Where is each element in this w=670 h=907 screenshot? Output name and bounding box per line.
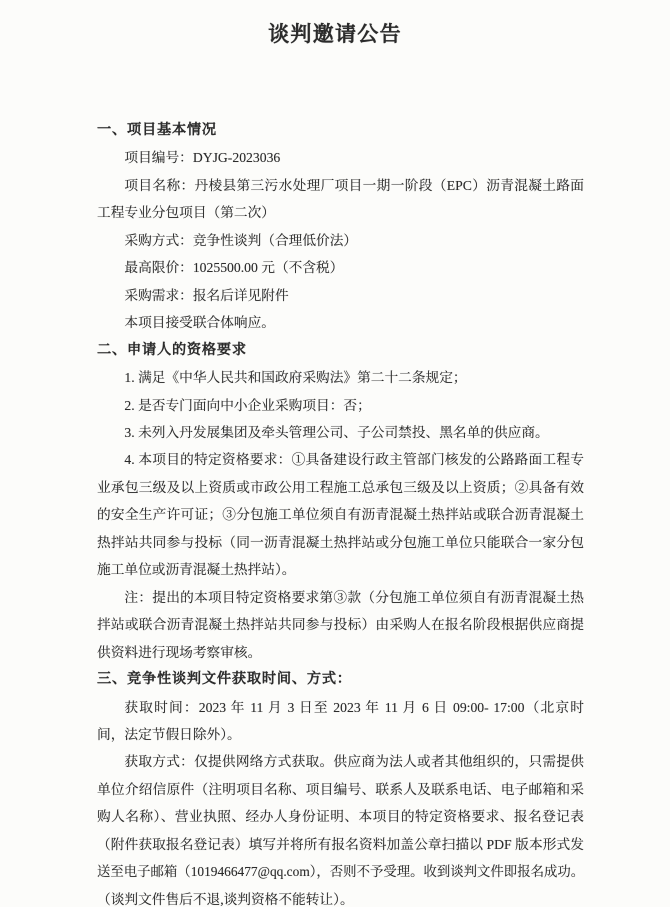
paragraph-line: 注：提出的本项目特定资格要求第③款（分包施工单位须自有沥青混凝土热	[124, 589, 584, 605]
paragraph-line: （谈判文件售后不退,谈判资格不能转让）。	[97, 891, 354, 907]
paragraph-line: 最高限价：1025500.00 元（不含税）	[124, 260, 344, 276]
paragraph-line: 本项目接受联合体响应。	[124, 315, 275, 331]
paragraph-line: （附件获取报名登记表）填写并将所有报名资料加盖公章扫描以 PDF 版本形式发	[97, 836, 584, 852]
section-heading: 三、竞争性谈判文件获取时间、方式：	[97, 671, 352, 688]
paragraph-line: 1. 满足《中华人民共和国政府采购法》第二十二条规定；	[124, 370, 467, 386]
paragraph-line: 热拌站共同参与投标（同一沥青混凝土热拌站或分包施工单位只能联合一家分包	[97, 534, 584, 550]
paragraph-line: 业承包三级及以上资质或市政公用工程施工总承包三级及以上资质；②具备有效	[97, 479, 584, 495]
section-heading: 一、项目基本情况	[97, 122, 217, 138]
paragraph-line: 2. 是否专门面向中小企业采购项目：否；	[124, 397, 371, 413]
paragraph-line: 的安全生产许可证；③分包施工单位须自有沥青混凝土热拌站或联合沥青混凝土	[97, 507, 584, 523]
section-heading: 二、申请人的资格要求	[97, 341, 247, 358]
paragraph-line: 4. 本项目的特定资格要求：①具备建设行政主管部门核发的公路路面工程专	[124, 452, 584, 468]
paragraph-line: 项目编号：DYJG-2023036	[124, 150, 281, 166]
paragraph-line: 供资料进行现场考察审核。	[97, 644, 262, 660]
paragraph-line: 间，法定节假日除外）。	[97, 726, 241, 742]
paragraph-line: 获取时间：2023 年 11 月 3 日至 2023 年 11 月 6 日 09:00- 17:00（北京时	[124, 699, 584, 715]
paragraph-line: 采购方式：竞争性谈判（合理低价法）	[124, 232, 358, 248]
paragraph-line: 施工单位或沥青混凝土热拌站）。	[97, 562, 296, 578]
paragraph-line: 采购需求：报名后详见附件	[124, 287, 289, 303]
paragraph-line: 获取方式：仅提供网络方式获取。供应商为法人或者其他组织的，只需提供	[124, 754, 584, 770]
paragraph-line: 单位介绍信原件（注明项目名称、项目编号、联系人及联系电话、电子邮箱和采	[97, 781, 584, 797]
document-body	[97, 117, 584, 907]
paragraph-line: 送至电子邮箱（1019466477@qq.com），否则不予受理。收到谈判文件即报名成功。	[97, 864, 585, 880]
paragraph-line: 工程专业分包项目（第二次）	[97, 205, 275, 221]
paragraph-line: 购人名称）、营业执照、经办人身份证明、本项目的特定资格要求、报名登记表	[97, 809, 584, 825]
document-title: 谈判邀请公告	[268, 22, 402, 46]
paragraph-line: 拌站或联合沥青混凝土热拌站共同参与投标）由采购人在报名阶段根据供应商提	[97, 617, 584, 633]
paragraph-line: 3. 未列入丹发展集团及牵头管理公司、子公司禁投、黑名单的供应商。	[124, 424, 549, 440]
paragraph-line: 项目名称：丹棱县第三污水处理厂项目一期一阶段（EPC）沥青混凝土路面	[124, 177, 584, 193]
